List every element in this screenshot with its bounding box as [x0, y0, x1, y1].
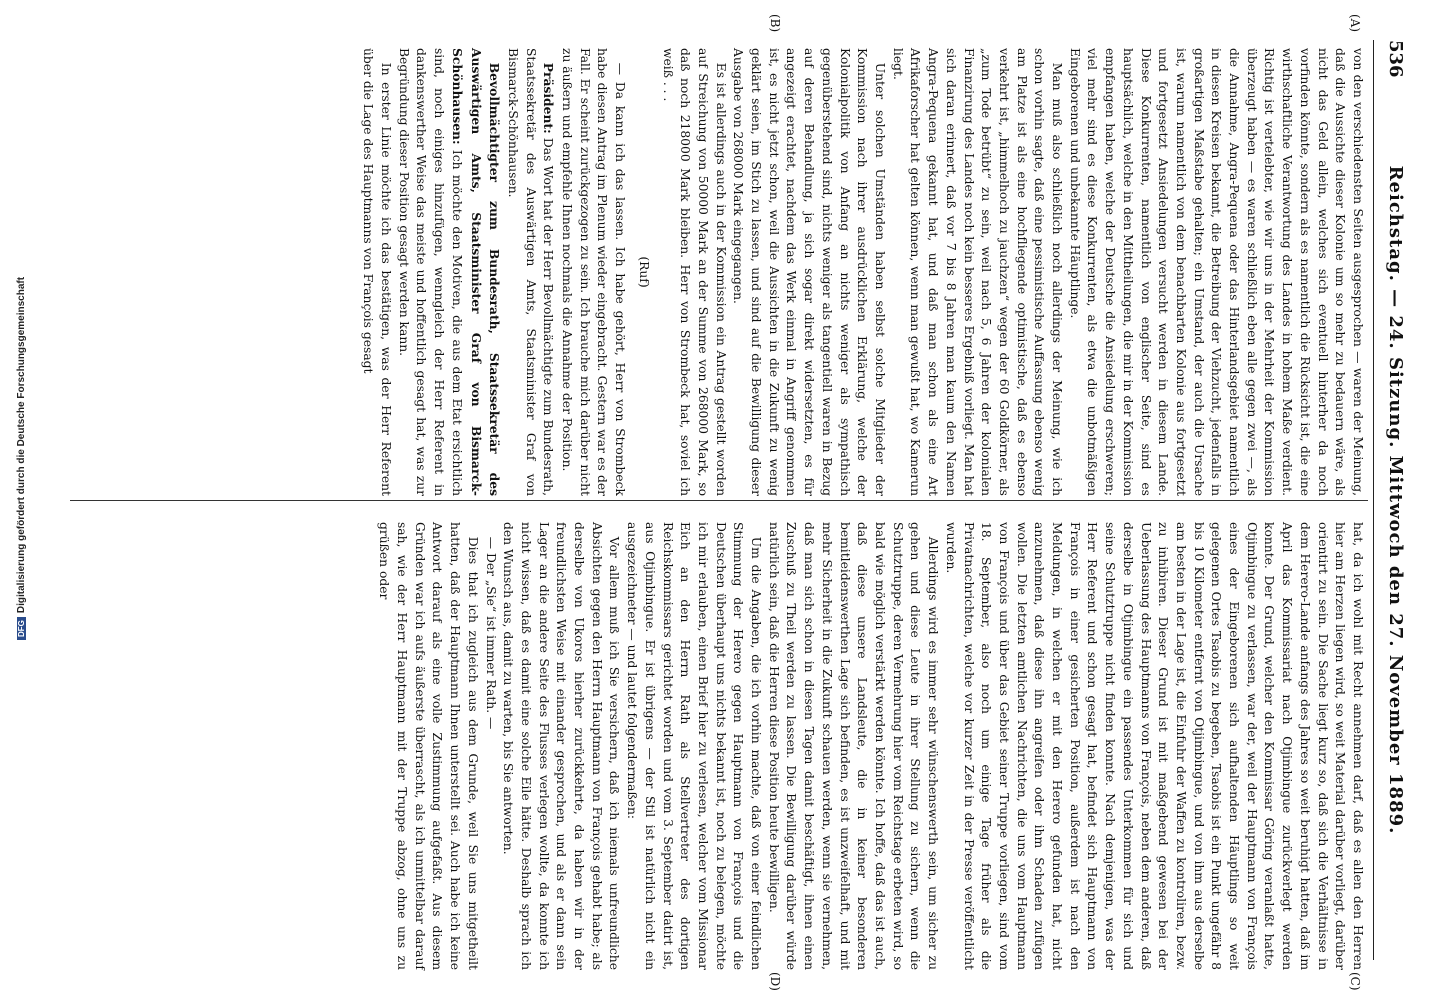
quoted-letter: Vor allem muß ich Sie versichern, daß ich niemals unfreundliche Absichten gegen den Herrn Hauptmann von François gehabt habe; als derselbe von Ukoros hierher zurückkehrte, da haben wir in der freundlichsten Weise mit einander gesprochen, und als er dann sein Lager an die andere Seite des Flusses verlegen wollte, da konnte ich nicht wissen, daß es damit eine solche Eile hätte. Deshalb sprach ich den Wunsch aus, damit zu warten, bis Sie antworten.: [501, 522, 622, 970]
paragraph: — Der „Sie“ ist immer Rath. —: [483, 536, 498, 730]
margin-marker-b: (B): [768, 14, 782, 33]
page-number: 536: [1385, 40, 1406, 78]
margin-marker-c: (C): [1348, 972, 1362, 991]
interjection: (Ruf): [636, 256, 651, 288]
paragraph: Unter solchen Umständen haben selbst solche Mitglieder der Kommission nach ihrer ausdrücklichen Erklärung, welche der Kolonialpolitik von Anfang an nichts weniger als sympathisch gegenüberstehend sind, nichts weniger als tangentiell waren in Bezug auf deren Behandlung, ja sich sogar direkt widersetzten, es für angezeigt erachtet, nachdem das Werk einmal in Angriff genommen ist, es nicht jetzt schon, weil die Aussichten in die Zukunft zu wenig geklärt seien, im Stich zu lassen, und sind auf die Bewilligung dieser Ausgabe von 268000 Mark eingegangen.: [731, 48, 888, 496]
side-credit: [2, 0, 27, 1000]
paragraph: Man muß also schließlich noch allerdings der Meinung, wie ich schon vorhin sagte, daß eine pessimistische Auffassung ebenso wenig am Platze ist als eine hochfliegende optimistische, daß es ebenso verkehrt ist, „himmelhoch zu jauchzen“ wegen der 60 Goldkörner, als „zum Tode betrübt“ zu sein, weil nach 5, 6 Jahren der kolonialen Finanzirung des Landes noch kein besseres Ergebniß vorliegt. Man hat sich daran erinnert, daß vor 7 bis 8 Jahren man kaum den Namen Angra-Pequena gekannt hat, und daß man schon als eine Art Afrikaforscher hat gelten können, wenn man gewußt hat, wo Kamerun liegt.: [890, 48, 1065, 496]
margin-marker-d: (D): [768, 972, 782, 991]
dfg-logo-badge: DFG: [17, 617, 26, 640]
credit-text: Digitalisierung gefördert durch die Deutsche Forschungsgemeinschaft: [16, 276, 27, 614]
speaker-name: Präsident:: [541, 62, 557, 134]
column-divider: [70, 500, 1368, 501]
paragraph: In erster Linie möchte ich das bestätigen, was der Herr Referent über die Lage des Hauptmanns von François gesagt: [361, 48, 394, 496]
speech-text: Ich möchte den Motiven, die aus dem Etat ersichtlich sind, noch einiges hinzufügen, wenngleich der Herr Referent in dankenswerther Weise das meiste und hoffentlich gesagt hat, was zur Begründung dieser Position gesagt werden kann.: [396, 48, 464, 496]
speaker-paragraph: [503, 48, 557, 496]
speaker-name: Bevollmächtigter zum Bundesrath, Staatssekretär des Auswärtigen Amts, Staatsminister Graf von Bismarck-Schönhausen:: [449, 48, 503, 496]
paragraph: Allerdings wird es immer sehr wünschenswerth sein, um sicher zu gehen und diese Leute in ihrer Stellung zu sichern, wenn die Schutztruppe, deren Vermehrung hier vom Reichstage erbeten wird, so bald wie möglich verstärkt werden könnte. Ich hoffe, daß das ist auch, daß diese unsere Landsleute, die in keiner besonderen bemitleidenswerthen Lage sich befinden, es ist unzweifelhaft, und mit mehr Sicherheit in die Zukunft schauen werden, wenn sie vernehmen, daß man sich schon in diesen Tagen damit beschäftigt, ihnen einen Zuschuß zu Theil werden zu lassen. Die Bewilligung darüber würde natürlich sein, daß die Herren diese Position heute bewilligen.: [766, 522, 941, 970]
speech-text: Das Wort hat der Herr Bevollmächtigte zum Bundesrath, Staatssekretär des Auswärtigen Amts, Staatsminister Graf von Bismarck-Schönhausen.: [505, 48, 556, 496]
paragraph: Es ist allerdings auch in der Kommission ein Antrag gestellt worden auf Streichung von 50000 Mark an der Summe von 268000 Mark, so daß noch 218000 Mark bleiben. Herr von Strombeck hat, soviel ich weiß . . .: [660, 48, 728, 496]
paragraph: von den verschiedensten Seiten ausgesprochen — waren der Meinung, daß die Aussichte dieser Kolonie um so mehr zu bedauern wäre, als nicht das Geld allein, welches sich eventuell hinterher da noch vorfinden könnte, sondern als es namentlich die Rücksicht ist, die eine wirthschaftliche Verantwortung des Landes in hohem Maße verdient. Richtig ist vertelebter, wie wir uns in der Mehrheit der Kommission überzeugt haben — es waren schließlich eben alle gegen zwei —, als die Annahme, Angra-Pequena oder das Hinterlandsgebiet namentlich in diesen Kreisen bekannt, die Betreibung der Viehzucht, jedenfalls in großartigen Maßstabe gehalten; ein Umstand, der auch die Ursache ist, warum namentlich von dem benachbarten Kolonie aus fortgesetzt und fortgesetzt Ansiedelungen versucht werden in diesem Lande. Diese Konkurrenten, namentlich von englischer Seite, sind es hauptsächlich, welche in den Mittheilungen, die mir in der Kommission empfangen haben, welche der Deutsche die Ansiedelung erschweren; viel mehr sind es diese Konkurrenten, als etwa die unbotmäßigen Eingeborenen und unbekannte Häuptlinge.: [1067, 48, 1365, 496]
right-column: [375, 522, 1366, 970]
header-rule: [1373, 40, 1374, 960]
page-header: [1372, 40, 1412, 960]
paragraph: — Da kann ich das lassen. Ich habe gehört, Herr von Strombeck habe diesen Antrag im Plenum wieder eingebracht. Gestern war es der Fall. Er scheint zurückgezogen zu sein. Ich brauche mich darüber nicht zu äußern und empfehle Ihnen nochmals die Annahme der Position.: [560, 48, 628, 496]
page-title: Reichstag. — 24. Sitzung. Mittwoch den 27. November 1889.: [1385, 165, 1406, 835]
left-column: [359, 48, 1366, 496]
paragraph: Um die Angaben, die ich vorhin machte, daß von einer feindlichen Stimmung der Herero gegen Hauptmann von François und die Deutschen überhaupt uns nichts bekannt ist, noch zu belegen, möchte ich mir erlauben, einen Brief hier zu verlesen, welcher vom Missionar Eich an den Herrn Rath als Stellvertreter des dortigen Reichskommissars gerichtet worden und vom 3. September datirt ist, aus Otjimbingue. Er ist übrigens — der Stil ist natürlich nicht ein ausgezeichneter — und lautet folgendermaßen:: [625, 522, 764, 970]
speaker-paragraph: [394, 48, 503, 496]
margin-marker-a: (A): [1348, 14, 1362, 33]
paragraph: hat, da ich wohl mit Recht annehmen darf, daß es allen den Herren hier am Herzen liegen wird, so weit Material darüber vorliegt, darüber orientirt zu sein. Die Sache liegt kurz so, daß sich die Verhältnisse in dem Herero-Lande anfangs des Jahres so weit beruhigt hatten, daß im April das Kommissariat nach Otjimbingue zurückverlegt werden konnte. Der Grund, welcher den Kommissar Göring veranlaßt hatte, Otjimbingue zu verlassen, war der, weil der Hauptmann von François eines der Eingeborenen sich aufhaltenden Häuptlings so weit gelegenen Ortes Tsaobis zu begeben, Tsaobis ist ein Punkt ungefähr 8 bis 10 Kilometer entfernt von Otjimbingue, und von ihm aus derselbe am besten in der Lage ist, die Einfuhr der Waffen zu kontroliren, bezw. zu inhibiren. Dieser Grund ist mit maßgebend gewesen bei der Ueberlassung des Hauptmanns von François, neben dem anderen, daß derselbe in Otjimbingue ein passendes Unterkommen für sich und seine Schutztruppe nicht finden konnte. Nach demjenigen, was der Herr Referent und schon gesagt hat, befindet sich Hauptmann von François in einer gesicherten Position, außerdem ist nach den Meldungen, in welchen er mit den Herero gefunden hat, nicht anzunehmen, daß diese ihn angreifen oder ihm Schaden zufügen wollen. Die letzten amtlichen Nachrichten, die uns vom Hauptmann von François und über das Gebiet seiner Truppe vorliegen, sind vom 18. September, also noch um einige Tage früher als die Privatnachrichten, welche vor kurzer Zeit in der Presse veröffentlicht wurden.: [943, 522, 1365, 970]
quoted-letter: Dies that ich zugleich aus dem Grunde, weil Sie uns mitgetheilt hatten, daß der Hauptmann Ihnen unterstellt sei. Auch habe ich keine Antwort darauf als eine volle Zustimmung aufgefaßt. Aus diesem Gründen war ich aufs äußerste überrascht, als ich unmittelbar darauf sah, wie der Herr Hauptmann mit der Truppe abzog, ohne uns zu grüßen oder: [377, 522, 480, 970]
